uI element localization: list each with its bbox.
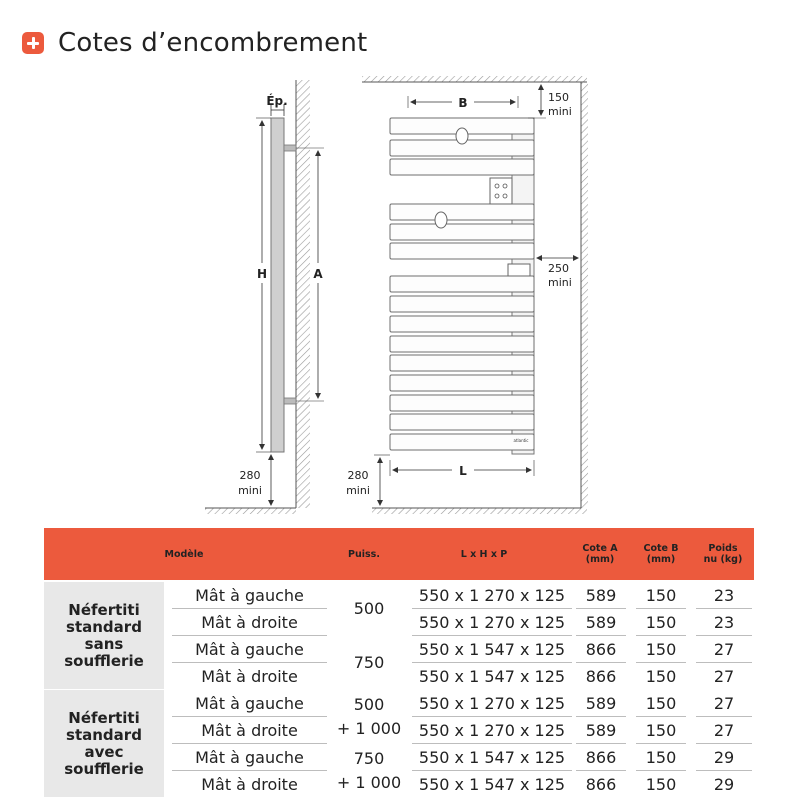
- dimensions-cell: 550 x 1 547 x 125: [418, 774, 566, 794]
- mat-cell: Mât à droite: [172, 717, 327, 744]
- cote-a-cell: 589: [576, 609, 626, 636]
- radiator-bar: [390, 355, 534, 371]
- mat-cell: Mât à droite: [172, 609, 327, 636]
- ep-label: Ép.: [266, 94, 288, 108]
- cote-a-cell: 866: [585, 774, 617, 794]
- mat-cell: Mât à gauche: [172, 636, 327, 663]
- blower-unit: [508, 264, 530, 276]
- mat-cell: Mât à gauche: [172, 582, 327, 609]
- power-cell: [336, 636, 402, 689]
- b-label: B: [458, 96, 468, 110]
- col-modele: Modèle: [164, 548, 204, 560]
- front-wall-hatch: [581, 82, 588, 508]
- radiator-bar: [390, 336, 534, 352]
- dimensions-cell: 550 x 1 270 x 125: [412, 609, 572, 636]
- col-cote-b: Cote B (mm): [643, 543, 679, 565]
- cote-a-cell: 866: [576, 744, 626, 771]
- cote-a-cell: 589: [576, 690, 626, 717]
- cote-b-cell: 150: [636, 609, 686, 636]
- top-bracket: [284, 145, 296, 151]
- dimensions-cell: 550 x 1 270 x 125: [412, 690, 572, 717]
- mat-cell: Mât à droite: [201, 774, 298, 794]
- radiator-bar: [390, 224, 534, 240]
- dimensions-cell: 550 x 1 270 x 125: [412, 717, 572, 744]
- cote-a-cell: 866: [576, 636, 626, 663]
- cote-b-cell: 150: [645, 774, 677, 794]
- dimensions-cell: 550 x 1 547 x 125: [418, 666, 566, 686]
- cote-a-cell: 866: [585, 666, 617, 686]
- table-header: [44, 528, 754, 580]
- cote-b-cell: 150: [636, 582, 686, 609]
- model-label-line: Néfertiti: [68, 600, 140, 619]
- bottom-bracket: [284, 398, 296, 404]
- poids-cell: 27: [696, 717, 752, 744]
- floor-clearance-side-unit: mini: [238, 484, 262, 497]
- col-dimensions: L x H x P: [460, 548, 508, 560]
- front-floor-hatch: [372, 508, 587, 514]
- side-floor-hatch: [205, 508, 296, 514]
- model-label-line: soufflerie: [64, 759, 144, 778]
- model-group: [44, 690, 754, 797]
- power-value: + 1 000: [336, 772, 402, 792]
- cote-b-cell: 150: [636, 744, 686, 771]
- cote-a-cell: 589: [576, 717, 626, 744]
- brand-mark: atlantic: [513, 438, 529, 443]
- col-puissance: Puiss.: [348, 548, 380, 560]
- model-label: [44, 690, 164, 797]
- dimensions-cell: 550 x 1 270 x 125: [412, 582, 572, 609]
- floor-clearance-front-value: 280: [347, 469, 369, 482]
- power-value: 500: [353, 598, 385, 618]
- poids-cell: 23: [696, 609, 752, 636]
- floor-clearance-front-unit: mini: [346, 484, 370, 497]
- model-label-line: sans: [84, 634, 124, 653]
- side-wall-hatch: [296, 80, 310, 508]
- radiator-bar: [390, 296, 534, 312]
- model-label-line: standard: [66, 725, 142, 744]
- power-value: 750: [353, 652, 385, 672]
- model-label-line: soufflerie: [64, 651, 144, 670]
- dimensions-cell: 550 x 1 547 x 125: [412, 744, 572, 771]
- mat-cell: Mât à gauche: [172, 690, 327, 717]
- radiator-bar: [390, 243, 534, 259]
- poids-cell: 27: [696, 690, 752, 717]
- control-box: [490, 178, 512, 204]
- cote-b-cell: 150: [636, 690, 686, 717]
- radiator-bar: [390, 375, 534, 391]
- side-view: [205, 80, 324, 514]
- page-title: Cotes d’encombrement: [58, 28, 368, 58]
- radiator-bar: [390, 159, 534, 175]
- radiator-bar: [390, 316, 534, 332]
- radiator-bar: [390, 434, 534, 450]
- power-cell: [336, 582, 402, 635]
- model-label: [44, 582, 164, 689]
- top-hanger: [456, 128, 468, 144]
- dimensions-cell: 550 x 1 547 x 125: [412, 636, 572, 663]
- power-value: 500: [353, 694, 385, 714]
- radiator-bars: [390, 118, 534, 450]
- poids-cell: 29: [696, 744, 752, 771]
- radiator-bar: [390, 414, 534, 430]
- side-clearance-value: 250: [548, 262, 569, 275]
- front-view: [346, 76, 588, 514]
- model-label-line: standard: [66, 617, 142, 636]
- specs-table: [44, 528, 754, 794]
- cote-b-cell: 150: [645, 666, 677, 686]
- power-value: + 1 000: [336, 718, 402, 738]
- poids-cell: 23: [696, 582, 752, 609]
- power-value: 750: [353, 748, 385, 768]
- h-label: H: [256, 267, 268, 281]
- power-cell: [336, 690, 402, 743]
- radiator-bar: [390, 276, 534, 292]
- top-clearance-unit: mini: [548, 105, 572, 118]
- poids-cell: 27: [696, 636, 752, 663]
- ceiling-hatch: [362, 76, 587, 82]
- mat-cell: Mât à droite: [201, 666, 298, 686]
- radiator-bar: [390, 395, 534, 411]
- top-clearance-value: 150: [548, 91, 569, 104]
- l-label: L: [459, 464, 467, 478]
- model-label-line: avec: [84, 742, 124, 761]
- power-cell: [336, 744, 402, 797]
- a-label: A: [313, 267, 323, 281]
- side-radiator-body: [271, 118, 284, 452]
- cote-a-cell: 589: [576, 582, 626, 609]
- floor-clearance-side-value: 280: [239, 469, 261, 482]
- cote-b-cell: 150: [636, 636, 686, 663]
- mat-cell: Mât à gauche: [172, 744, 327, 771]
- poids-cell: 29: [713, 774, 735, 794]
- side-clearance-unit: mini: [548, 276, 572, 289]
- poids-cell: 27: [713, 666, 735, 686]
- middle-hanger: [435, 212, 447, 228]
- cote-b-cell: 150: [636, 717, 686, 744]
- col-cote-a: Cote A (mm): [582, 543, 618, 565]
- model-group: [44, 582, 754, 689]
- radiator-bar: [390, 204, 534, 220]
- model-label-line: Néfertiti: [68, 708, 140, 727]
- col-poids: Poids nu (kg): [703, 543, 743, 565]
